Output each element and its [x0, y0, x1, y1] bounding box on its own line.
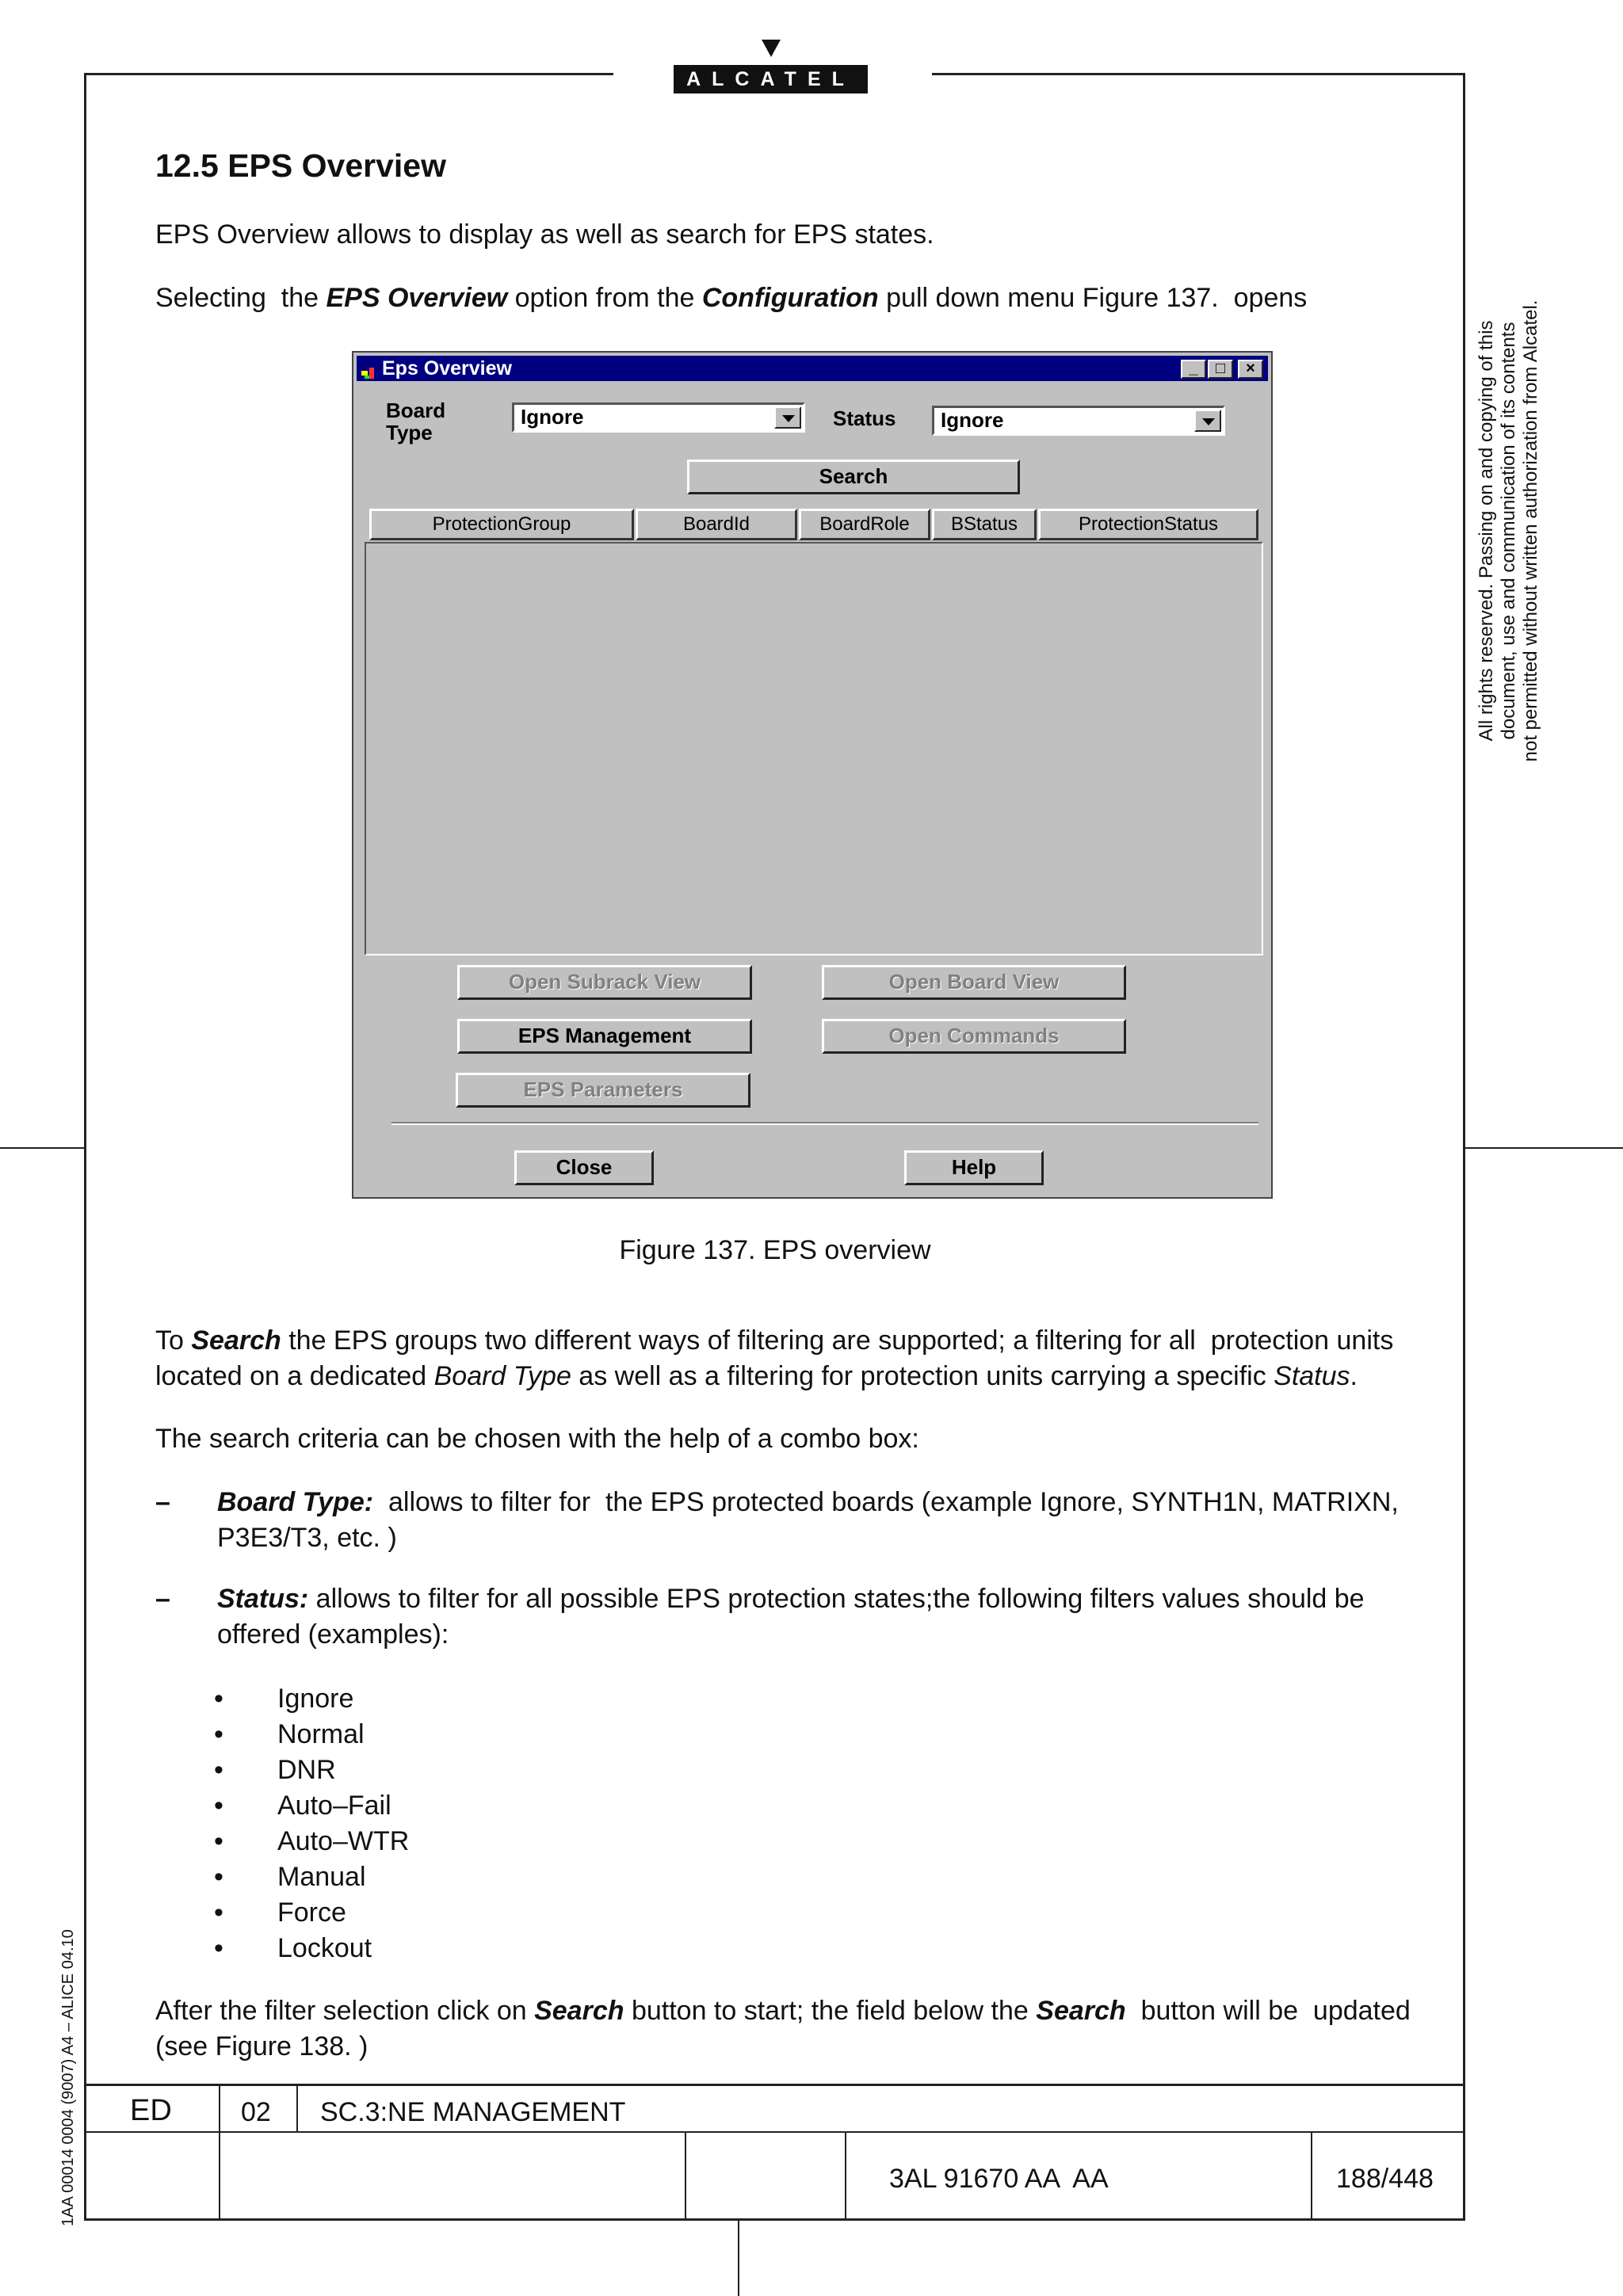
- footer-doc-ref: 3AL 91670 AA AA: [889, 2164, 1109, 2194]
- frame-left: [84, 73, 86, 2220]
- search-button[interactable]: Search: [687, 460, 1020, 494]
- col-protection-group[interactable]: ProtectionGroup: [369, 509, 634, 540]
- board-type-combo[interactable]: [512, 402, 805, 433]
- app-icon: [361, 361, 377, 376]
- eps-management-button[interactable]: EPS Management: [457, 1019, 752, 1054]
- open-subrack-view-button[interactable]: Open Subrack View: [457, 965, 752, 1000]
- status-label: Status: [833, 406, 896, 430]
- logo-triangle-icon: [762, 40, 781, 57]
- document-code: 1AA 00014 0004 (9007) A4 – ALICE 04.10: [59, 1929, 77, 2226]
- status-value: Ignore: [941, 408, 1004, 432]
- footer-col-1: [219, 2084, 220, 2220]
- bottom-center-mark: [738, 2220, 739, 2296]
- footer-line-mid: [84, 2131, 1465, 2133]
- footer-col-5: [1311, 2131, 1312, 2220]
- copyright-notice: All rights reserved. Passing on and copying of this document, use and communication of its contents not permitted without written authorization from Alcatel.: [1476, 299, 1541, 762]
- results-list[interactable]: [365, 542, 1263, 955]
- footer-col-3: [685, 2131, 686, 2220]
- section-title: 12.5 EPS Overview: [155, 147, 446, 184]
- frame-top-left: [84, 73, 613, 75]
- chevron-down-icon[interactable]: [774, 406, 801, 429]
- help-button[interactable]: Help: [904, 1150, 1044, 1185]
- chevron-down-icon[interactable]: [1194, 410, 1221, 432]
- selecting-paragraph: Selecting the EPS Overview option from the Configuration pull down menu Figure 137. opens: [155, 283, 1308, 313]
- open-board-view-button[interactable]: Open Board View: [822, 965, 1126, 1000]
- footer-col-4: [845, 2131, 846, 2220]
- footer-page: 188/448: [1336, 2164, 1434, 2194]
- alcatel-logo: ALCATEL: [674, 65, 868, 93]
- eps-parameters-button[interactable]: EPS Parameters: [456, 1073, 750, 1108]
- list-item: • Auto–WTR: [214, 1826, 410, 1856]
- criteria-paragraph: The search criteria can be chosen with the help of a combo box:: [155, 1424, 919, 1454]
- after-paragraph: After the filter selection click on Search button to start; the field below the Search button will be updated (see Figure 138. ): [155, 1996, 1411, 2061]
- status-combo[interactable]: [932, 406, 1225, 436]
- list-item: • DNR: [214, 1755, 336, 1785]
- footer-col-2: [296, 2084, 298, 2133]
- margin-mark-left: [0, 1147, 84, 1149]
- list-item: • Force: [214, 1897, 346, 1928]
- intro-paragraph: EPS Overview allows to display as well as search for EPS states.: [155, 219, 934, 250]
- open-commands-button[interactable]: Open Commands: [822, 1019, 1126, 1054]
- maximize-icon[interactable]: □: [1208, 360, 1233, 379]
- list-item: • Auto–Fail: [214, 1791, 391, 1821]
- footer-line-top: [84, 2084, 1465, 2086]
- list-item: • Normal: [214, 1719, 365, 1749]
- separator: [391, 1122, 1258, 1125]
- board-type-item: Board Type: allows to filter for the EPS protected boards (example Ignore, SYNTH1N, MATRIXN, P3E3/T3, etc. ): [217, 1487, 1399, 1553]
- col-bstatus[interactable]: BStatus: [932, 509, 1037, 540]
- list-item: • Manual: [214, 1862, 366, 1892]
- dash-marker: –: [155, 1584, 170, 1614]
- board-type-value: Ignore: [521, 405, 584, 429]
- dash-marker: –: [155, 1487, 170, 1517]
- board-type-label: Board Type: [386, 399, 446, 444]
- status-item: Status: allows to filter for all possible EPS protection states;the following filters values should be offered (examples):: [217, 1584, 1365, 1650]
- figure-caption: Figure 137. EPS overview: [619, 1235, 931, 1265]
- footer-section: SC.3:NE MANAGEMENT: [320, 2097, 626, 2127]
- frame-top-right: [932, 73, 1465, 75]
- margin-mark-right: [1465, 1147, 1623, 1149]
- footer-line-bottom: [84, 2218, 1465, 2221]
- window-titlebar[interactable]: [357, 356, 1268, 381]
- col-board-id[interactable]: BoardId: [636, 509, 797, 540]
- footer-ed-number: 02: [241, 2097, 271, 2127]
- frame-right: [1463, 73, 1465, 2220]
- list-item: • Lockout: [214, 1933, 372, 1963]
- window-title: Eps Overview: [382, 357, 512, 379]
- list-item: • Ignore: [214, 1684, 354, 1714]
- col-board-role[interactable]: BoardRole: [799, 509, 930, 540]
- search-paragraph: To Search the EPS groups two different ways of filtering are supported; a filtering for all protection units located on a dedicated Board Type as well as a filtering for protection units carrying a specific Status.: [155, 1325, 1394, 1391]
- minimize-icon[interactable]: _: [1181, 360, 1206, 379]
- col-protection-status[interactable]: ProtectionStatus: [1038, 509, 1258, 540]
- footer-ed: ED: [130, 2094, 172, 2127]
- close-button[interactable]: Close: [514, 1150, 654, 1185]
- close-icon[interactable]: ×: [1238, 360, 1263, 379]
